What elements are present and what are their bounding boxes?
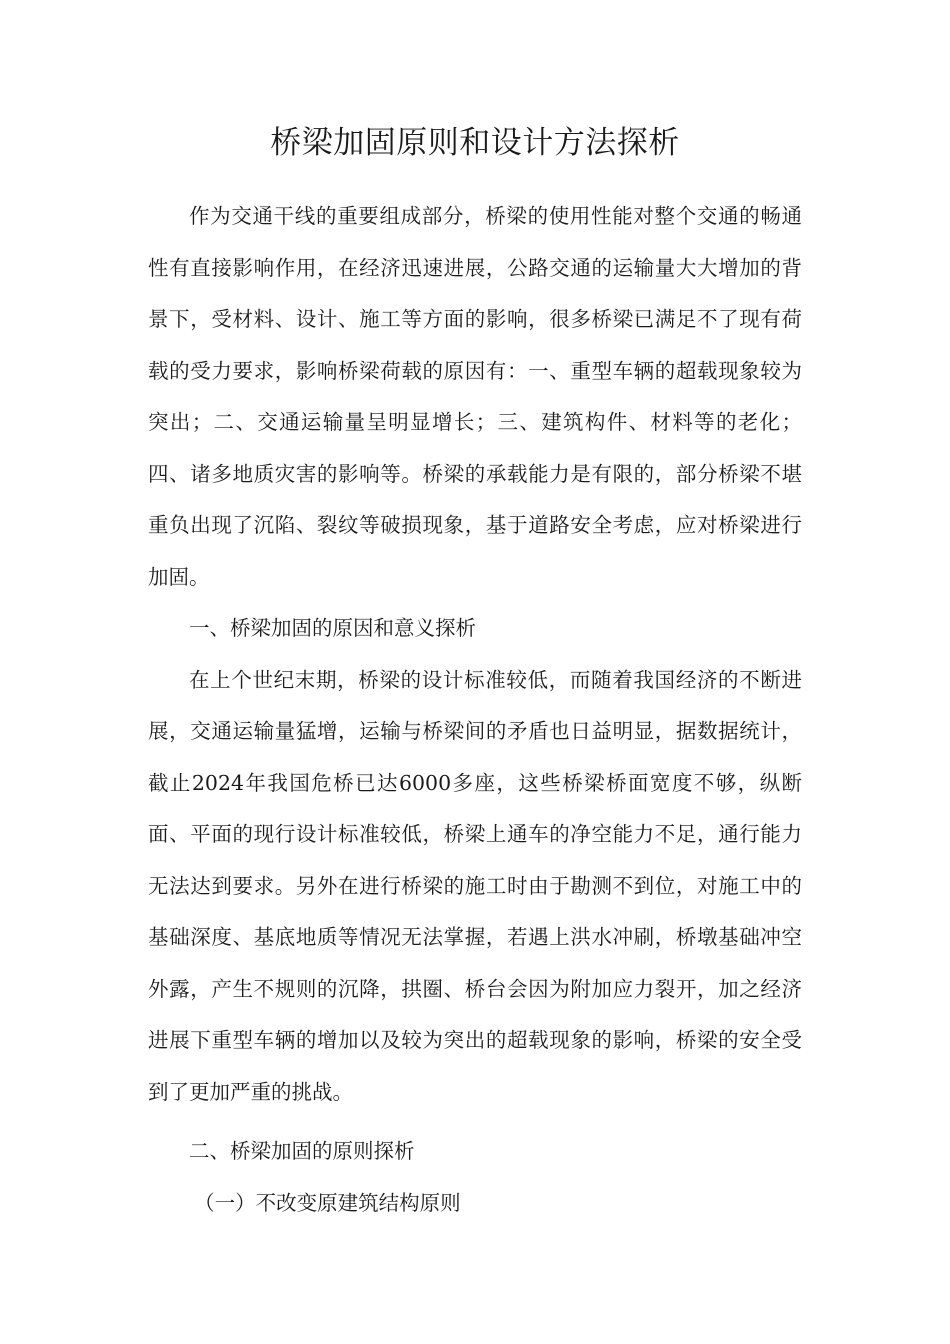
intro-paragraph: 作为交通干线的重要组成部分，桥梁的使用性能对整个交通的畅通性有直接影响作用，在经济迅速进展，公路交通的运输量大大增加的背景下，受材料、设计、施工等方面的影响，很多桥梁已满足不了现有荷载的受力要求，影响桥梁荷载的原因有：一、重型车辆的超载现象较为突出；二、交通运输量呈明显增长；三、建筑构件、材料等的老化；四、诸多地质灾害的影响等。桥梁的承载能力是有限的，部分桥梁不堪重负出现了沉陷、裂纹等破损现象，基于道路安全考虑，应对桥梁进行加固。 (148, 204, 802, 589)
document-title: 桥梁加固原则和设计方法探析 (270, 125, 680, 161)
section-2-subheading-1: （一）不改变原建筑结构原则 (194, 1190, 461, 1215)
section-1-heading: 一、桥梁加固的原因和意义探析 (189, 616, 476, 640)
section-2-heading: 二、桥梁加固的原则探析 (189, 1139, 415, 1163)
document-body (148, 191, 802, 1229)
section-1-paragraph: 在上个世纪末期，桥梁的设计标准较低，而随着我国经济的不断进展，交通运输量猛增，运输与桥梁间的矛盾也日益明显，据数据统计，截止2024年我国危桥已达6000多座，这些桥梁桥面宽度不够，纵断面、平面的现行设计标准较低，桥梁上通车的净空能力不足，通行能力无法达到要求。另外在进行桥梁的施工时由于勘测不到位，对施工中的基础深度、基底地质等情况无法掌握，若遇上洪水冲刷，桥墩基础冲空外露，产生不规则的沉降，拱圈、桥台会因为附加应力裂开，加之经济进展下重型车辆的增加以及较为突出的超载现象的影响，桥梁的安全受到了更加严重的挑战。 (148, 667, 802, 1104)
